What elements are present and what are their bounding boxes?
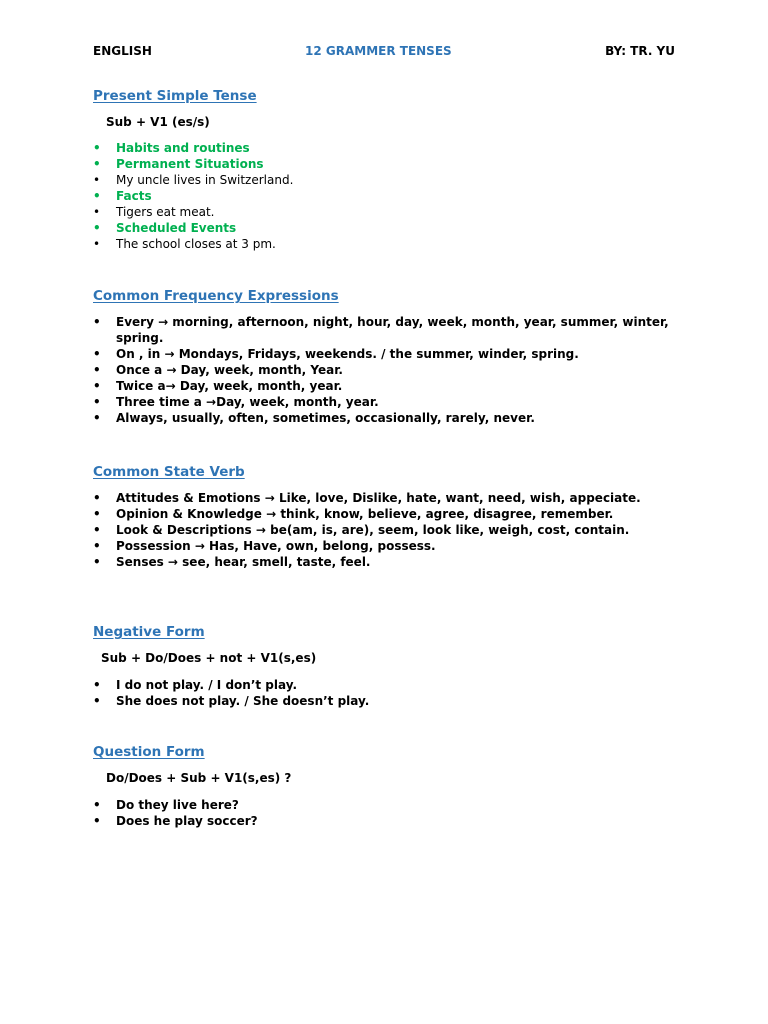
list-item [93,362,675,378]
bullet-icon: • [93,539,101,553]
list-item [93,394,675,410]
list-item-text: Twice a→ Day, week, month, year. [116,379,343,393]
negative-form-list [93,677,675,709]
list-item [93,490,675,506]
list-item [93,172,675,188]
negative-form-formula: Sub + Do/Does + not + V1(s,es) [101,651,317,665]
bullet-icon: • [93,205,101,219]
list-item [93,677,675,693]
bullet-icon: • [93,678,101,692]
bullet-icon: • [93,555,101,569]
list-item [93,156,675,172]
list-item-text: Habits and routines [116,141,250,155]
question-form-formula: Do/Does + Sub + V1(s,es) ? [106,771,292,785]
list-item-text: Senses → see, hear, smell, taste, feel. [116,555,371,569]
list-item-text: Always, usually, often, sometimes, occasionally, rarely, never. [116,411,535,425]
list-item [93,554,675,570]
list-item [93,522,675,538]
list-item-text: Do they live here? [116,798,239,812]
bullet-icon: • [93,157,101,171]
header-author: BY: TR. YU [605,44,675,58]
bullet-icon: • [93,694,101,708]
bullet-icon: • [93,491,101,505]
bullet-icon: • [93,411,101,425]
list-item [93,813,675,829]
list-item-text: Look & Descriptions → be(am, is, are), seem, look like, weigh, cost, contain. [116,523,630,537]
frequency-list [93,314,675,426]
list-item [93,538,675,554]
list-item-text: Three time a →Day, week, month, year. [116,395,379,409]
bullet-icon: • [93,507,101,521]
state-verb-list [93,490,675,570]
bullet-icon: • [93,363,101,377]
question-form-list [93,797,675,829]
bullet-icon: • [93,395,101,409]
list-item-text: Permanent Situations [116,157,264,171]
bullet-icon: • [93,798,101,812]
list-item [93,693,675,709]
header-subject: ENGLISH [93,44,152,58]
question-form-heading: Question Form [93,744,205,760]
list-item [93,506,675,522]
list-item-text: I do not play. / I don’t play. [116,678,298,692]
list-item-text: Possession → Has, Have, own, belong, possess. [116,539,436,553]
bullet-icon: • [93,814,101,828]
list-item [93,797,675,813]
bullet-icon: • [93,237,101,251]
frequency-heading: Common Frequency Expressions [93,288,339,304]
state-verb-heading: Common State Verb [93,464,245,480]
present-simple-heading: Present Simple Tense [93,88,257,104]
list-item-text: Opinion & Knowledge → think, know, believe, agree, disagree, remember. [116,507,614,521]
bullet-icon: • [93,315,101,329]
list-item [93,378,675,394]
list-item [93,236,675,252]
present-simple-formula: Sub + V1 (es/s) [106,115,210,129]
list-item [93,140,675,156]
list-item-text: Once a → Day, week, month, Year. [116,363,343,377]
list-item [93,410,675,426]
bullet-icon: • [93,221,101,235]
list-item-text: Does he play soccer? [116,814,258,828]
bullet-icon: • [93,523,101,537]
present-simple-list [93,140,675,252]
bullet-icon: • [93,379,101,393]
list-item-text: On , in → Mondays, Fridays, weekends. / the summer, winder, spring. [116,347,579,361]
list-item-text: My uncle lives in Switzerland. [116,173,294,187]
list-item [93,346,675,362]
list-item-text: Scheduled Events [116,221,237,235]
list-item-text: She does not play. / She doesn’t play. [116,694,370,708]
list-item [93,220,675,236]
list-item-text: Every → morning, afternoon, night, hour, day, week, month, year, summer, winter, spring. [116,315,669,345]
list-item-text: Attitudes & Emotions → Like, love, Dislike, hate, want, need, wish, appeciate. [116,491,641,505]
list-item-text: The school closes at 3 pm. [116,237,276,251]
negative-form-heading: Negative Form [93,624,205,640]
bullet-icon: • [93,173,101,187]
list-item [93,188,675,204]
list-item [93,314,675,346]
list-item [93,204,675,220]
list-item-text: Facts [116,189,152,203]
page-header [93,44,675,60]
bullet-icon: • [93,347,101,361]
header-title: 12 GRAMMER TENSES [305,44,452,58]
list-item-text: Tigers eat meat. [116,205,215,219]
bullet-icon: • [93,141,101,155]
bullet-icon: • [93,189,101,203]
